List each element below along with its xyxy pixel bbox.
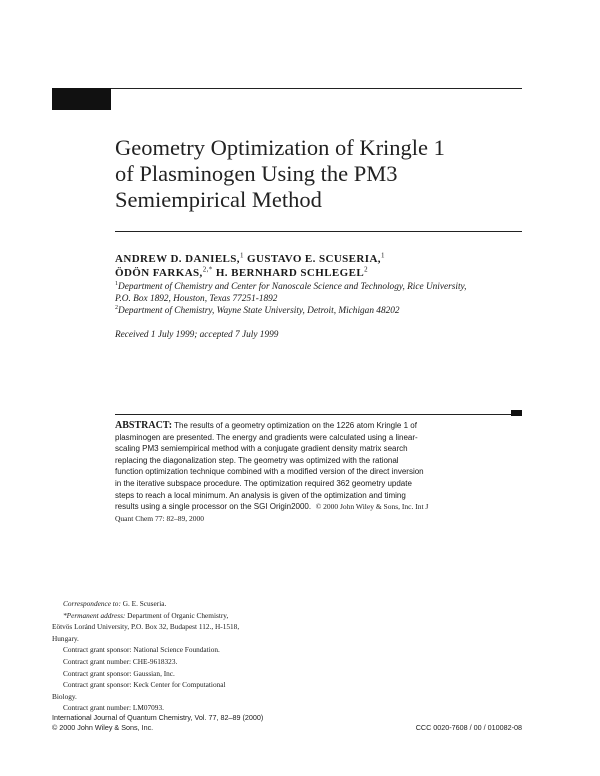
article-title	[115, 135, 535, 213]
affiliation-1-cont: P.O. Box 1892, Houston, Texas 77251-1892	[115, 293, 278, 304]
journal-copyright: © 2000 John Wiley & Sons, Inc.	[52, 723, 154, 732]
grant-note: Contract grant number: LM07093.	[63, 703, 164, 713]
abstract-line: ABSTRACT: The results of a geometry optimization on the 1226 atom Kringle 1 of	[115, 420, 417, 431]
abstract-label: ABSTRACT:	[115, 420, 173, 431]
author-affil-sup: 2	[364, 265, 369, 274]
journal-line: International Journal of Quantum Chemistry, Vol. 77, 82–89 (2000)	[52, 713, 264, 722]
title-line: Geometry Optimization of Kringle 1	[115, 135, 445, 160]
grant-note: Contract grant sponsor: Gaussian, Inc.	[63, 668, 175, 678]
journal-citation	[52, 713, 263, 733]
author-affil-sup: 1	[239, 251, 244, 260]
abstract-line: results using a single processor on the SGI Origin2000. © 2000 John Wiley & Sons, Inc. Int J	[115, 502, 429, 512]
title-line: Semiempirical Method	[115, 187, 322, 212]
header-rule	[52, 88, 522, 89]
affiliation-2: $^2$Department of Chemistry, Wayne State University, Detroit, Michigan 48202	[115, 304, 400, 316]
correspondence-note: Correspondence to: G. E. Scuseria.	[63, 599, 167, 608]
title-divider	[115, 231, 522, 232]
header-black-block	[52, 88, 111, 110]
author-name: ÖDÖN FARKAS,	[115, 267, 203, 279]
abstract-rule	[115, 414, 522, 415]
abstract-line: plasminogen are presented. The energy and gradients were calculated using a linear-	[115, 432, 418, 442]
ccc-code: CCC 0020-7608 / 00 / 010082-08	[415, 723, 522, 732]
grant-note: Contract grant sponsor: National Science Foundation.	[63, 645, 220, 655]
received-dates: Received 1 July 1999; accepted 7 July 1999	[115, 330, 279, 340]
abstract-line: steps to reach a local minimum. An analysis is given of the optimization and timing	[115, 490, 406, 500]
grant-note-cont: Biology.	[52, 691, 77, 701]
author-affil-sup: 1	[380, 251, 385, 260]
footnotes	[52, 598, 288, 714]
author-list	[115, 252, 535, 280]
abstract-line: in the iterative subspace procedure. The optimization required 362 geometry update	[115, 478, 412, 488]
copyright-notice: © 2000 John Wiley & Sons, Inc. Int J	[315, 502, 429, 512]
title-line: of Plasminogen Using the PM3	[115, 161, 398, 186]
grant-note: Contract grant number: CHE-9618323.	[63, 656, 178, 666]
abstract	[115, 420, 525, 524]
permanent-address-cont: Eötvös Loránd University, P.O. Box 32, Budapest 112., H-1518,	[52, 622, 240, 632]
permanent-address-cont: Hungary.	[52, 633, 79, 643]
author-name: GUSTAVO E. SCUSERIA,	[243, 253, 381, 265]
permanent-address-note: *Permanent address: Department of Organic Chemistry,	[63, 610, 229, 620]
author-name: H. BERNHARD SCHLEGEL	[212, 267, 365, 279]
affiliation-1: $^1$Department of Chemistry and Center for Nanoscale Science and Technology, Rice University,	[115, 280, 467, 292]
grant-note: Contract grant sponsor: Keck Center for Computational	[63, 680, 226, 690]
abstract-marker-block	[511, 410, 522, 416]
author-affil-sup: 2,*	[202, 265, 213, 274]
abstract-line: function optimization technique combined with a modified version of the direct inversion	[115, 467, 424, 477]
author-name: ANDREW D. DANIELS,	[115, 253, 240, 265]
affiliations	[115, 282, 535, 317]
author-line	[115, 252, 535, 266]
abstract-line: scaling PM3 semiempirical method with a conjugate gradient density matrix search	[115, 444, 408, 454]
abstract-line: Quant Chem 77: 82–89, 2000	[115, 513, 204, 523]
author-line	[115, 266, 535, 280]
abstract-line: replacing the diagonalization step. The geometry was optimized with the rational	[115, 455, 399, 465]
